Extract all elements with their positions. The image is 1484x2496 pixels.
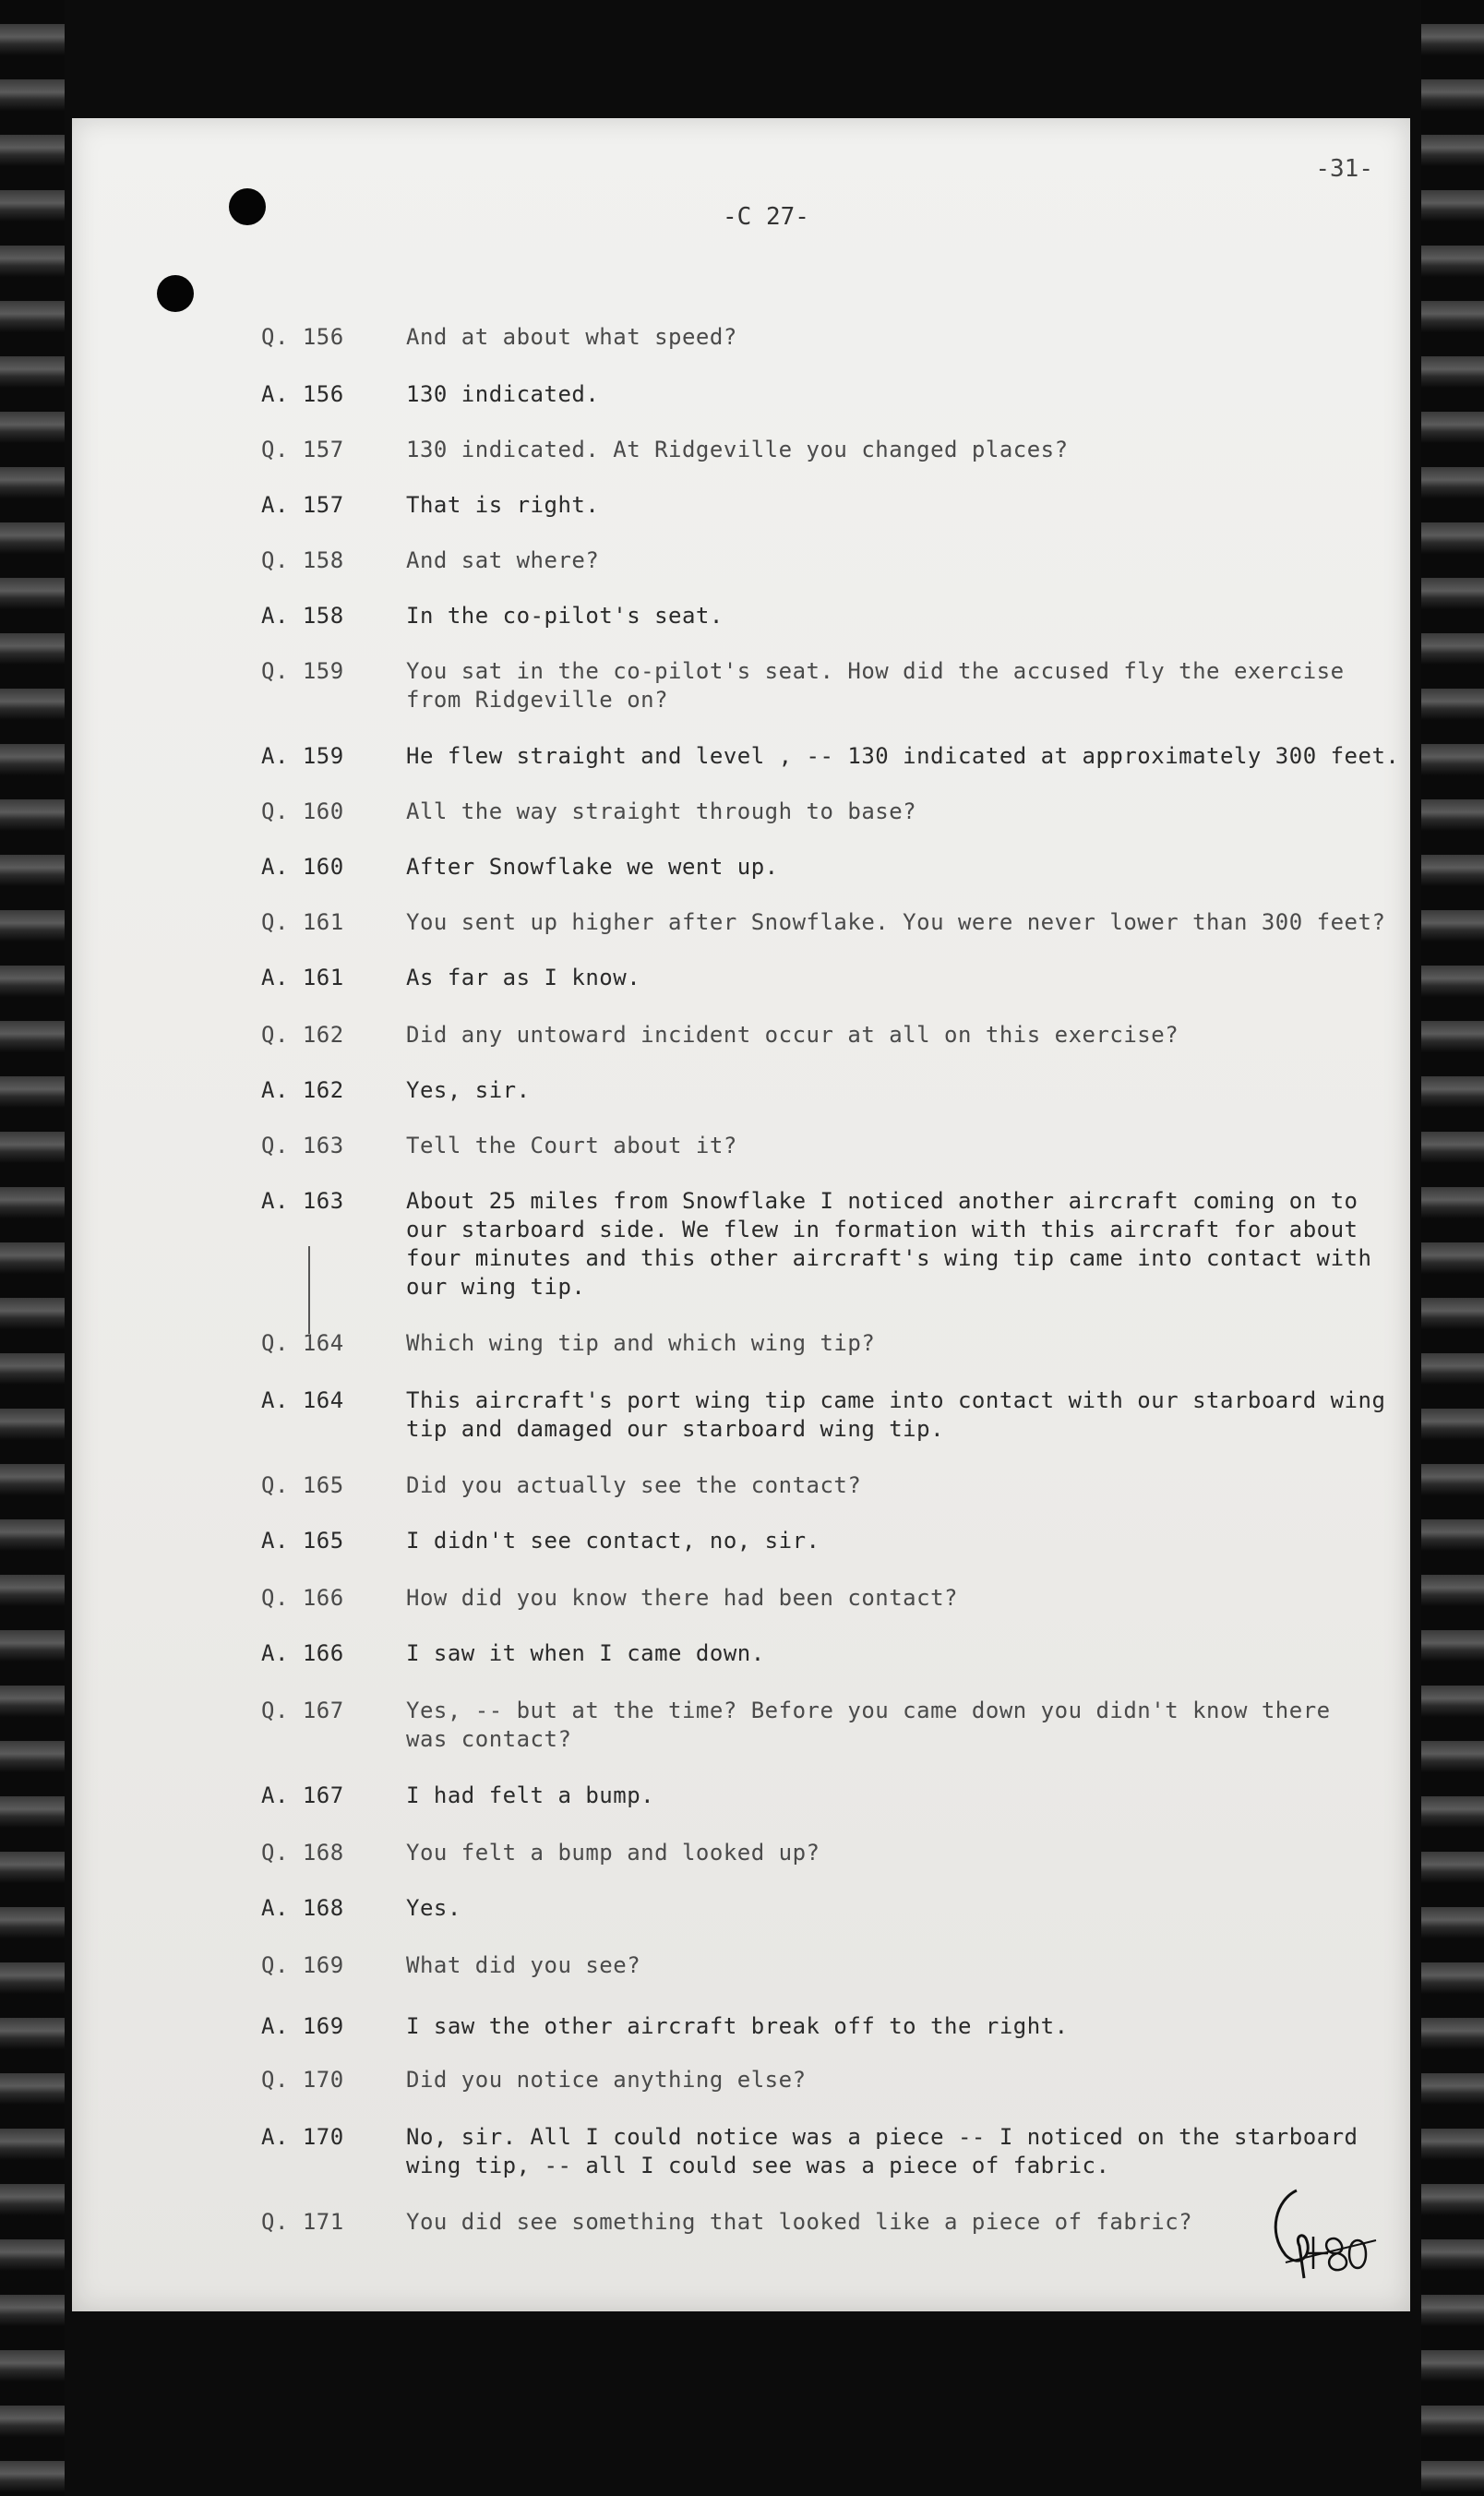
entry-number: Q. 168 bbox=[261, 1840, 344, 1866]
entry-number: Q. 163 bbox=[261, 1133, 344, 1158]
entry-text: I saw the other aircraft break off to the right. bbox=[406, 2013, 1069, 2039]
entry-number: A. 167 bbox=[261, 1782, 344, 1808]
entry-text: How did you know there had been contact? bbox=[406, 1585, 958, 1611]
entry-text: Yes. bbox=[406, 1895, 461, 1921]
entry-text: 130 indicated. At Ridgeville you changed places? bbox=[406, 437, 1069, 462]
entry-text: After Snowflake we went up. bbox=[406, 854, 779, 880]
entry-number: Q. 165 bbox=[261, 1472, 344, 1498]
entry-number: Q. 156 bbox=[261, 324, 344, 350]
entry-number: Q. 166 bbox=[261, 1585, 344, 1611]
film-strip-right bbox=[1421, 0, 1484, 2496]
entry-text: Did any untoward incident occur at all on this exercise? bbox=[406, 1022, 1179, 1048]
entry-text: Tell the Court about it? bbox=[406, 1133, 737, 1158]
entry-number: Q. 160 bbox=[261, 798, 344, 824]
entry-text: Which wing tip and which wing tip? bbox=[406, 1330, 876, 1356]
entry-text: All the way straight through to base? bbox=[406, 798, 917, 824]
entry-text: In the co-pilot's seat. bbox=[406, 603, 724, 629]
entry-text: I saw it when I came down. bbox=[406, 1640, 765, 1666]
entry-number: A. 166 bbox=[261, 1640, 344, 1666]
section-mark: -C 27- bbox=[723, 203, 809, 231]
entry-number: A. 170 bbox=[261, 2124, 344, 2150]
handwritten-signature bbox=[1249, 2181, 1378, 2283]
entry-number: A. 163 bbox=[261, 1188, 344, 1214]
entry-number: A. 157 bbox=[261, 492, 344, 518]
entry-number: Q. 167 bbox=[261, 1698, 344, 1723]
entry-text: Did you actually see the contact? bbox=[406, 1472, 862, 1498]
entry-text: No, sir. All I could notice was a piece -- I noticed on the starboard wing tip, -- all I could see was a piece of fabric. bbox=[406, 2124, 1358, 2178]
page-number: -31- bbox=[1315, 155, 1373, 183]
entry-text: 130 indicated. bbox=[406, 381, 600, 407]
entry-text: He flew straight and level , -- 130 indicated at approximately 300 feet. bbox=[406, 743, 1400, 769]
entry-text: That is right. bbox=[406, 492, 600, 518]
entry-number: A. 162 bbox=[261, 1077, 344, 1103]
entry-text: You sent up higher after Snowflake. You were never lower than 300 feet? bbox=[406, 909, 1386, 935]
document-page bbox=[72, 118, 1410, 2311]
entry-text: What did you see? bbox=[406, 1952, 641, 1978]
entry-number: Q. 159 bbox=[261, 658, 344, 684]
entry-number: A. 160 bbox=[261, 854, 344, 880]
entry-text: Did you notice anything else? bbox=[406, 2067, 807, 2093]
testimony-list bbox=[72, 118, 1410, 2311]
entry-text: You did see something that looked like a piece of fabric? bbox=[406, 2209, 1193, 2235]
entry-number: A. 169 bbox=[261, 2013, 344, 2039]
film-strip-left bbox=[0, 0, 65, 2496]
entry-text: You sat in the co-pilot's seat. How did the accused fly the exercise from Ridgeville on? bbox=[406, 658, 1345, 713]
entry-text: About 25 miles from Snowflake I noticed another aircraft coming on to our starboard side. We flew in formation with this aircraft for about four minutes and this other aircraft's wing tip came into contact with our wing tip. bbox=[406, 1188, 1372, 1300]
entry-number: A. 168 bbox=[261, 1895, 344, 1921]
entry-text: And at about what speed? bbox=[406, 324, 737, 350]
entry-number: A. 156 bbox=[261, 381, 344, 407]
entry-number: Q. 162 bbox=[261, 1022, 344, 1048]
entry-number: A. 161 bbox=[261, 965, 344, 990]
entry-number: Q. 164 bbox=[261, 1330, 344, 1356]
entry-number: Q. 171 bbox=[261, 2209, 344, 2235]
entry-number: Q. 169 bbox=[261, 1952, 344, 1978]
entry-number: A. 159 bbox=[261, 743, 344, 769]
entry-text: You felt a bump and looked up? bbox=[406, 1840, 820, 1866]
entry-number: A. 158 bbox=[261, 603, 344, 629]
entry-text: Yes, sir. bbox=[406, 1077, 531, 1103]
entry-number: A. 165 bbox=[261, 1528, 344, 1554]
entry-number: Q. 158 bbox=[261, 547, 344, 573]
entry-text: I had felt a bump. bbox=[406, 1782, 655, 1808]
entry-number: Q. 161 bbox=[261, 909, 344, 935]
entry-number: Q. 170 bbox=[261, 2067, 344, 2093]
entry-text: Yes, -- but at the time? Before you came down you didn't know there was contact? bbox=[406, 1698, 1331, 1752]
entry-text: As far as I know. bbox=[406, 965, 641, 990]
entry-number: Q. 157 bbox=[261, 437, 344, 462]
entry-text: I didn't see contact, no, sir. bbox=[406, 1528, 820, 1554]
entry-text: This aircraft's port wing tip came into contact with our starboard wing tip and damaged our starboard wing tip. bbox=[406, 1387, 1386, 1442]
entry-text: And sat where? bbox=[406, 547, 600, 573]
entry-number: A. 164 bbox=[261, 1387, 344, 1413]
